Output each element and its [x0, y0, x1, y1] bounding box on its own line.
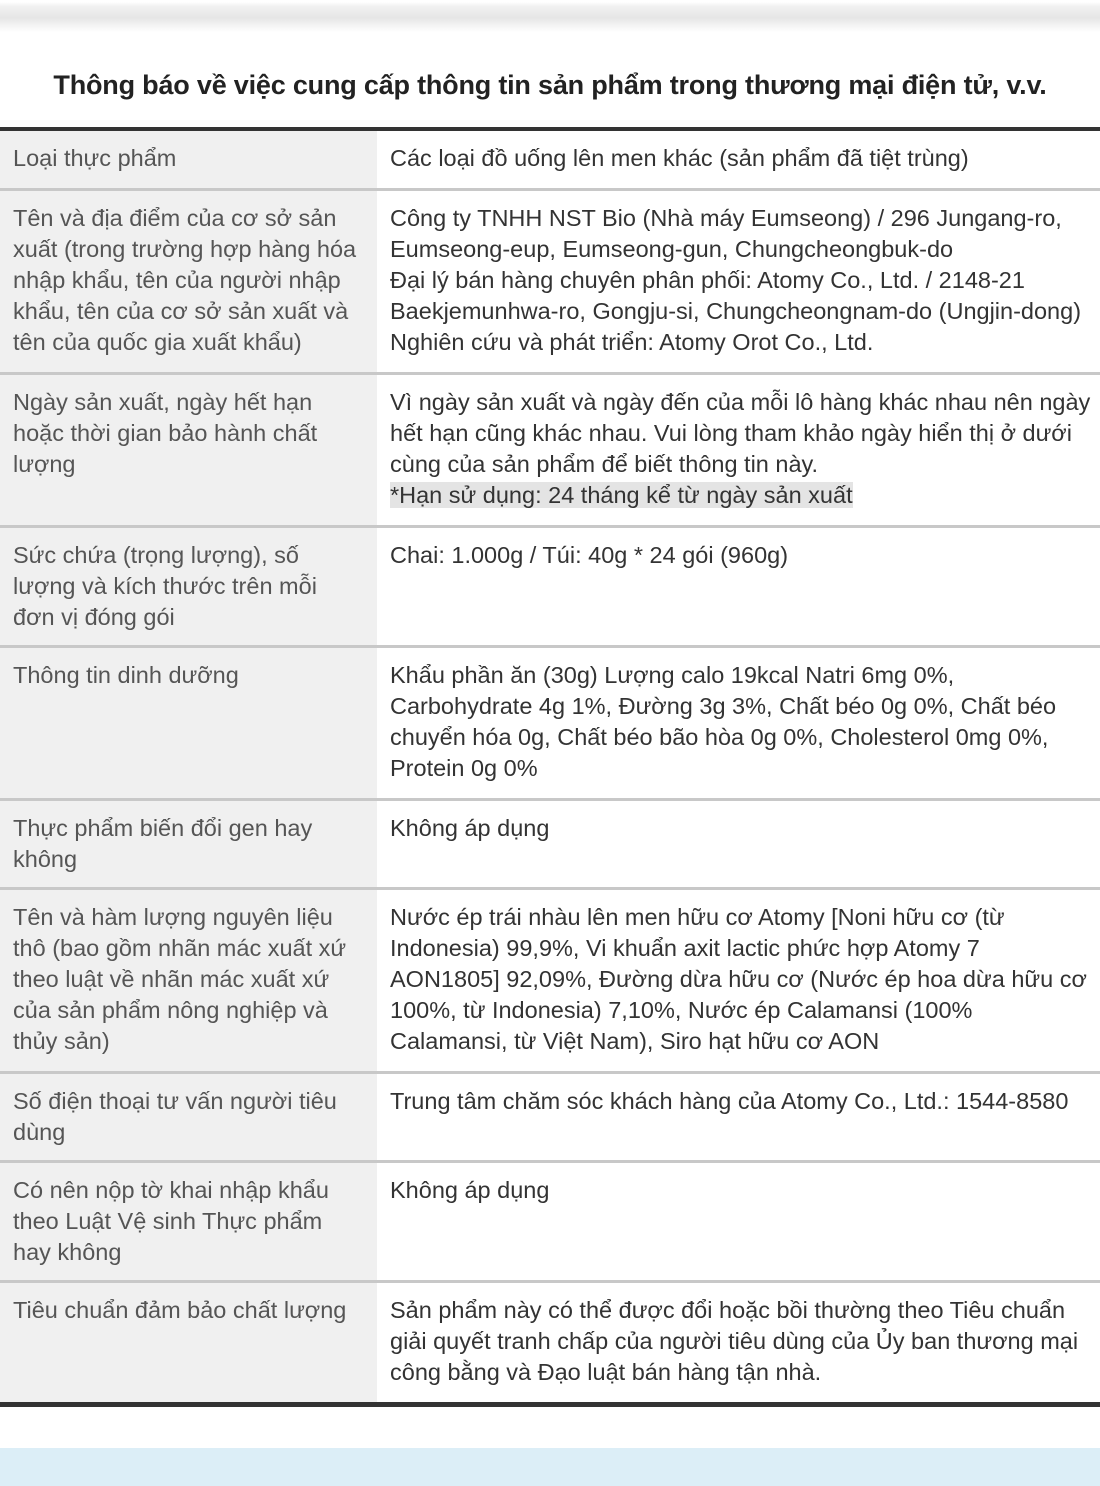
row-label-capacity: Sức chứa (trọng lượng), số lượng và kích thước trên mỗi đơn vị đóng gói	[0, 527, 377, 647]
row-label-phone: Số điện thoại tư vấn người tiêu dùng	[0, 1073, 377, 1162]
row-value-manufacturer: Công ty TNHH NST Bio (Nhà máy Eumseong) / 296 Jungang-ro, Eumseong-eup, Eumseong-gun, Chungcheongbuk-do Đại lý bán hàng chuyên phân phối: Atomy Co., Ltd. / 2148-21 Baekjemunhwa-ro, Gongju-si, Chungcheongnam-do (Ungjin-dong) Nghiên cứu và phát triển: Atomy Orot Co., Ltd.	[377, 190, 1100, 374]
table-row	[0, 800, 1100, 889]
table-row	[0, 1162, 1100, 1282]
table-row	[0, 647, 1100, 800]
expiry-note	[390, 480, 1092, 511]
dates-text: Vì ngày sản xuất và ngày đến của mỗi lô hàng khác nhau nên ngày hết hạn cũng khác nhau. Vui lòng tham khảo ngày hiển thị ở dưới cùng của sản phẩm để biết thông tin này.	[390, 389, 1091, 477]
row-label-ingredients: Tên và hàm lượng nguyên liệu thô (bao gồm nhãn mác xuất xứ theo luật về nhãn mác xuất xứ của sản phẩm nông nghiệp và thủy sản)	[0, 889, 377, 1073]
row-label-food-type: Loại thực phẩm	[0, 129, 377, 190]
row-label-quality-standard: Tiêu chuẩn đảm bảo chất lượng	[0, 1282, 377, 1405]
expiry-note-text: *Hạn sử dụng: 24 tháng kể từ ngày sản xuất	[390, 482, 853, 508]
row-value-ingredients: Nước ép trái nhàu lên men hữu cơ Atomy [Noni hữu cơ (từ Indonesia) 99,9%, Vi khuẩn axit lactic phức hợp Atomy 7 AON1805] 92,09%, Đường dừa hữu cơ (Nước ép hoa dừa hữu cơ 100%, từ Indonesia) 7,10%, Nước ép Calamansi (100% Calamansi, từ Việt Nam), Siro hạt hữu cơ AON	[377, 889, 1100, 1073]
row-label-dates: Ngày sản xuất, ngày hết hạn hoặc thời gian bảo hành chất lượng	[0, 374, 377, 527]
table-row	[0, 190, 1100, 374]
top-shadow	[0, 0, 1100, 32]
row-value-gmo: Không áp dụng	[377, 800, 1100, 889]
row-value-food-type: Các loại đồ uống lên men khác (sản phẩm đã tiệt trùng)	[377, 129, 1100, 190]
row-value-phone: Trung tâm chăm sóc khách hàng của Atomy Co., Ltd.: 1544-8580	[377, 1073, 1100, 1162]
table-row	[0, 1282, 1100, 1405]
table-row	[0, 527, 1100, 647]
row-value-capacity: Chai: 1.000g / Túi: 40g * 24 gói (960g)	[377, 527, 1100, 647]
bottom-band	[0, 1448, 1100, 1486]
product-info-table	[0, 127, 1100, 1407]
row-label-manufacturer: Tên và địa điểm của cơ sở sản xuất (trong trường hợp hàng hóa nhập khẩu, tên của người nhập khẩu, tên của cơ sở sản xuất và tên của quốc gia xuất khẩu)	[0, 190, 377, 374]
row-value-import-declaration: Không áp dụng	[377, 1162, 1100, 1282]
table-row	[0, 129, 1100, 190]
row-label-nutrition: Thông tin dinh dưỡng	[0, 647, 377, 800]
row-label-import-declaration: Có nên nộp tờ khai nhập khẩu theo Luật Vệ sinh Thực phẩm hay không	[0, 1162, 377, 1282]
table-row	[0, 889, 1100, 1073]
row-label-gmo: Thực phẩm biến đổi gen hay không	[0, 800, 377, 889]
page-title: Thông báo về việc cung cấp thông tin sản phẩm trong thương mại điện tử, v.v.	[53, 70, 1047, 100]
table-row	[0, 1073, 1100, 1162]
row-value-nutrition: Khẩu phần ăn (30g) Lượng calo 19kcal Natri 6mg 0%, Carbohydrate 4g 1%, Đường 3g 3%, Chất béo 0g 0%, Chất béo chuyển hóa 0g, Chất béo bão hòa 0g 0%, Cholesterol 0mg 0%, Protein 0g 0%	[377, 647, 1100, 800]
table-row	[0, 374, 1100, 527]
row-value-quality-standard: Sản phẩm này có thể được đổi hoặc bồi thường theo Tiêu chuẩn giải quyết tranh chấp của người tiêu dùng của Ủy ban thương mại công bằng và Đạo luật bán hàng tận nhà.	[390, 1297, 1079, 1385]
row-value-dates	[377, 374, 1100, 527]
